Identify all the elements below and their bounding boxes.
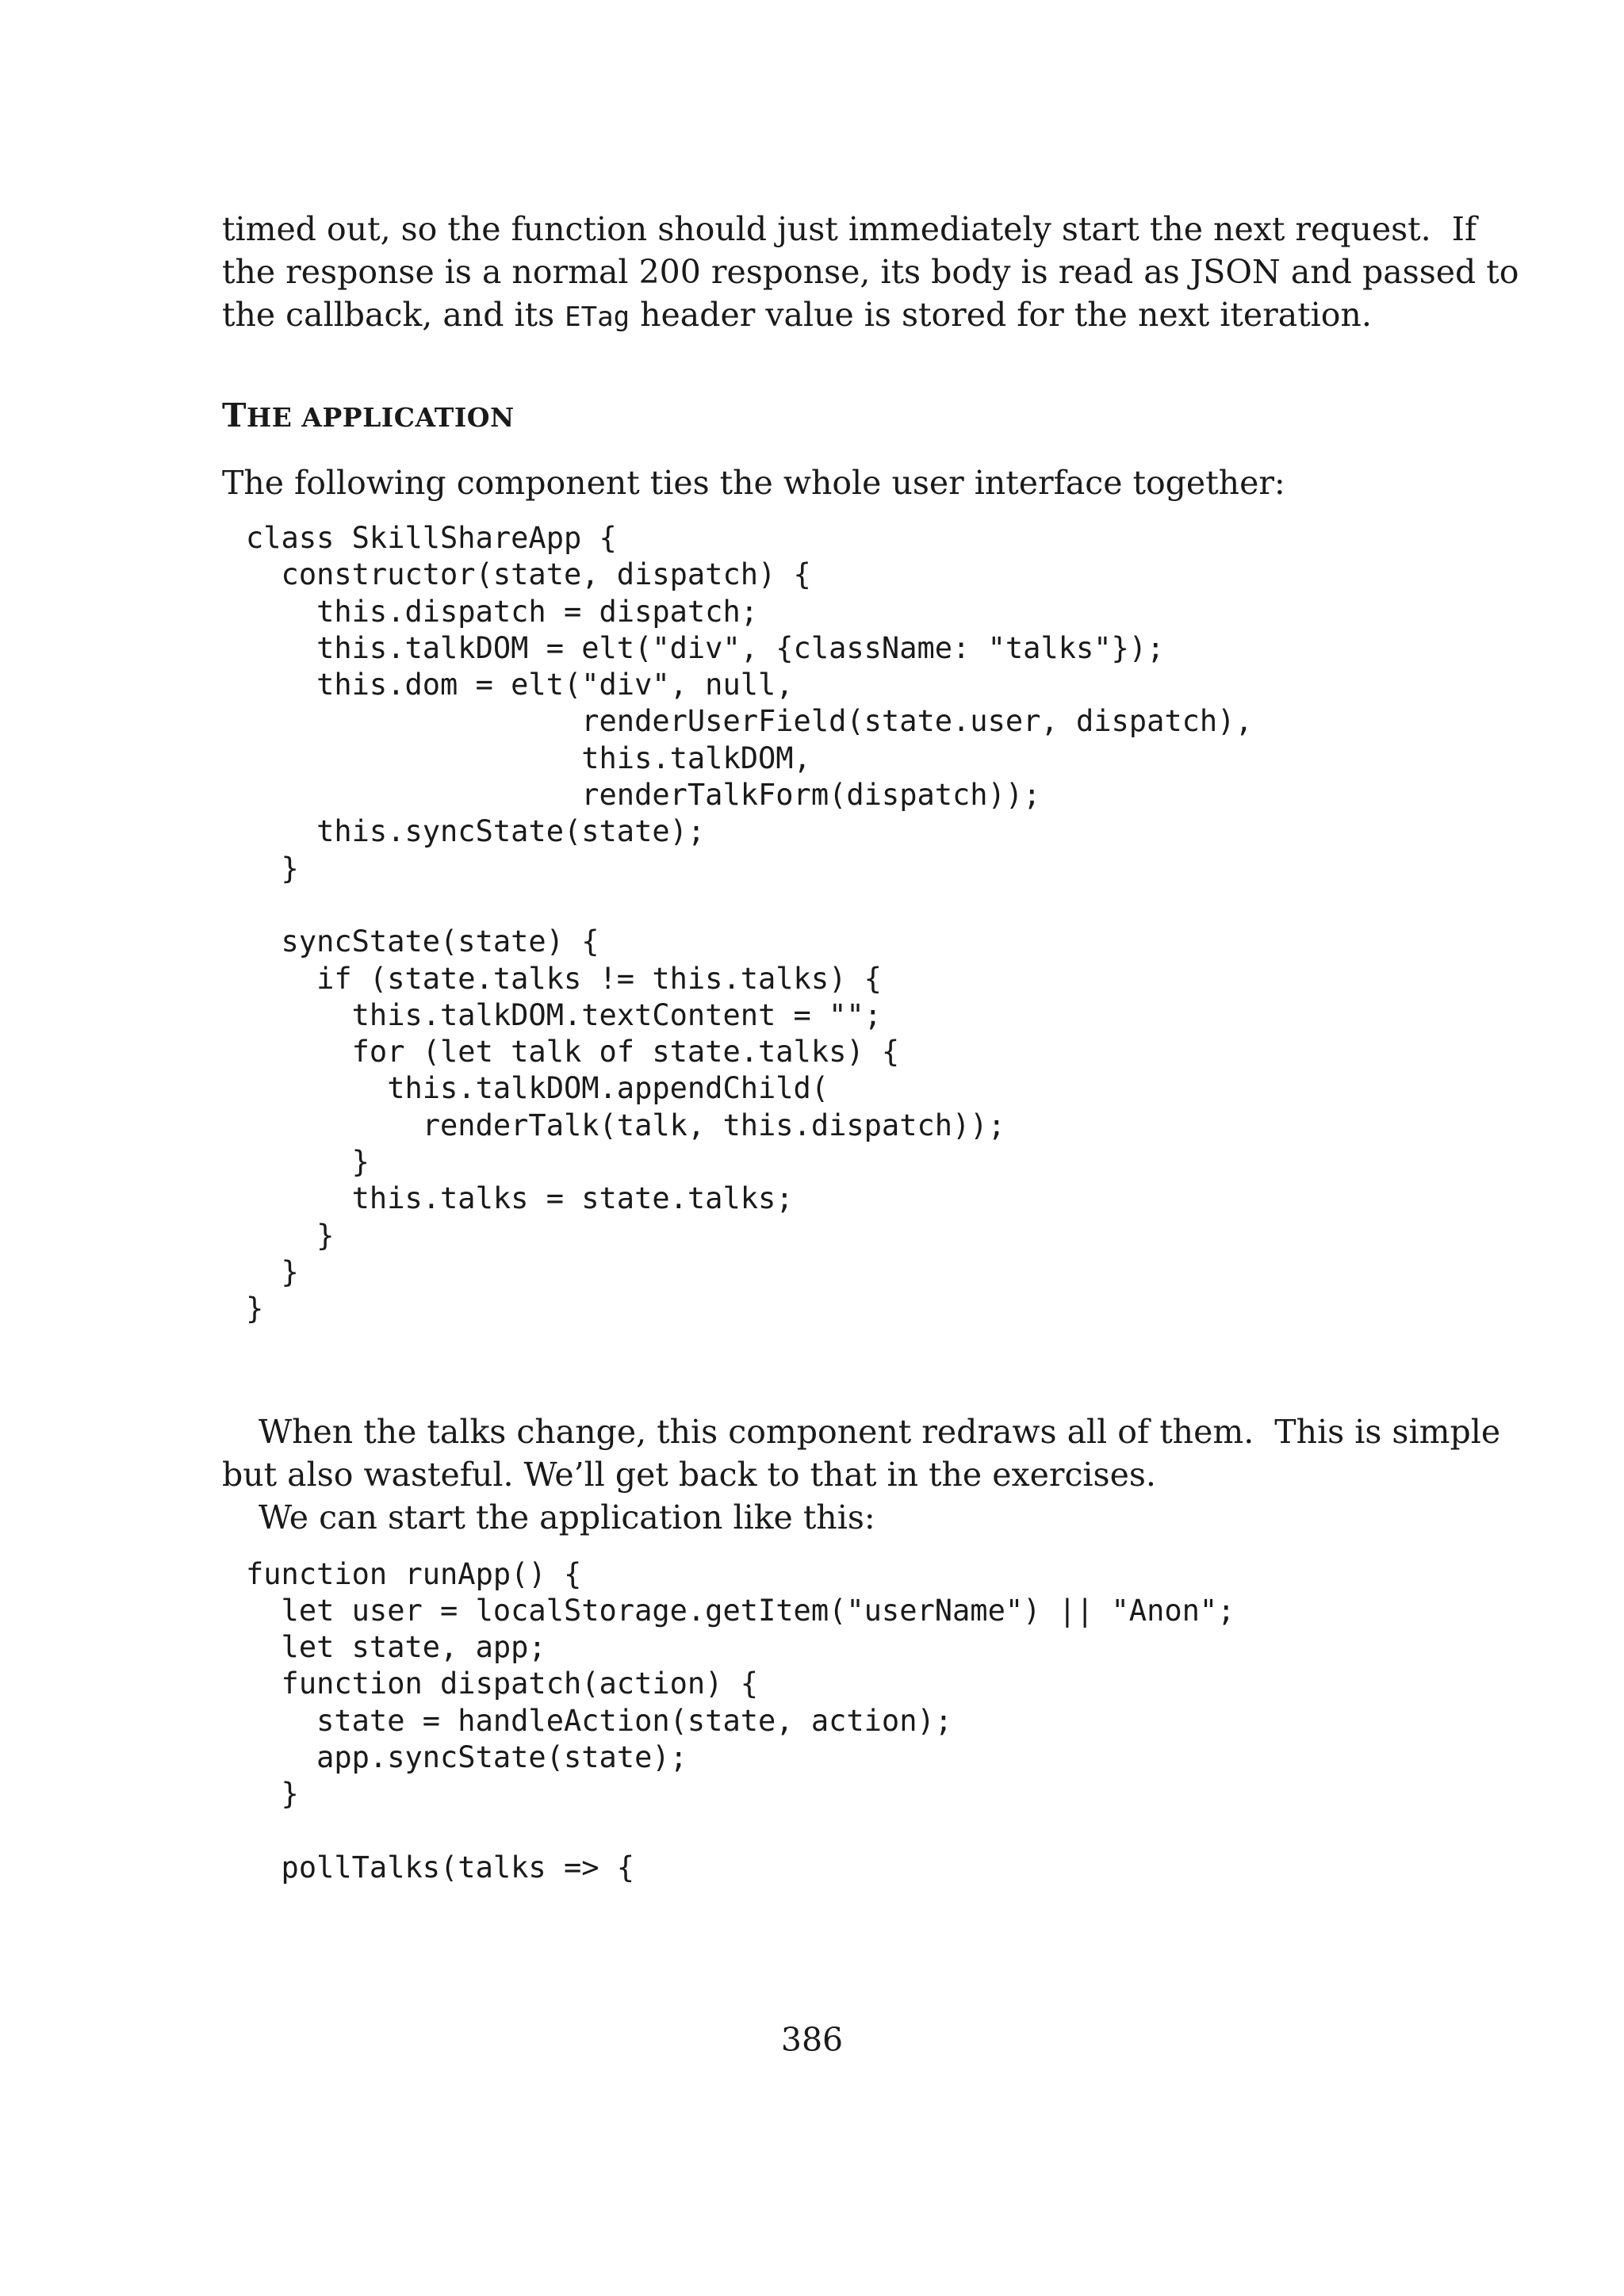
redraw-paragraph <box>222 1410 1501 1539</box>
redraw-line-1: When the talks change, this component redraws all of them. This is simple <box>259 1412 1501 1451</box>
redraw-line-3: We can start the application like this: <box>259 1498 875 1536</box>
page-number: 386 <box>780 2021 844 2059</box>
section-heading-initial: T <box>222 396 247 434</box>
component-intro-paragraph <box>222 461 1411 504</box>
intro-line-3-text-before: the callback, and its <box>222 296 565 334</box>
etag-inline-code: ETag <box>565 301 630 333</box>
intro-line-3 <box>222 293 1411 339</box>
intro-line-3-text-after: header value is stored for the next iteration. <box>630 296 1372 334</box>
section-heading-rest: HE APPLICATION <box>247 402 515 433</box>
component-intro-line: The following component ties the whole user interface together: <box>222 464 1285 502</box>
skillshareapp-code-block: class SkillShareApp { constructor(state, dispatch) { this.dispatch = dispatch; this.talkDOM = elt("div", {className: "talks"}); this.dom = elt("div", null, renderUserField(state.user, dispatch), this.talkDOM, renderTalkForm(dispatch)); this.syncState(state); } syncState(state) { if (state.talks != this.talks) { this.talkDOM.textContent = ""; for (let talk of state.talks) { this.talkDOM.appendChild( renderTalk(talk, this.dispatch)); } this.talks = state.talks; } } } <box>246 521 1253 1326</box>
intro-paragraph <box>222 208 1519 339</box>
book-page <box>222 208 1519 1886</box>
runapp-code-block: function runApp() { let user = localStorage.getItem("userName") || "Anon"; let state, app; function dispatch(action) { state = handleAction(state, action); app.syncState(state); } pollTalks(talks => { <box>246 1556 1235 1885</box>
redraw-line-2: but also wasteful. We’ll get back to that in the exercises. <box>222 1455 1156 1494</box>
section-heading <box>222 394 1411 439</box>
intro-line-2: the response is a normal 200 response, its body is read as JSON and passed to <box>222 253 1519 291</box>
intro-line-1: timed out, so the function should just immediately start the next request. If <box>222 210 1477 248</box>
